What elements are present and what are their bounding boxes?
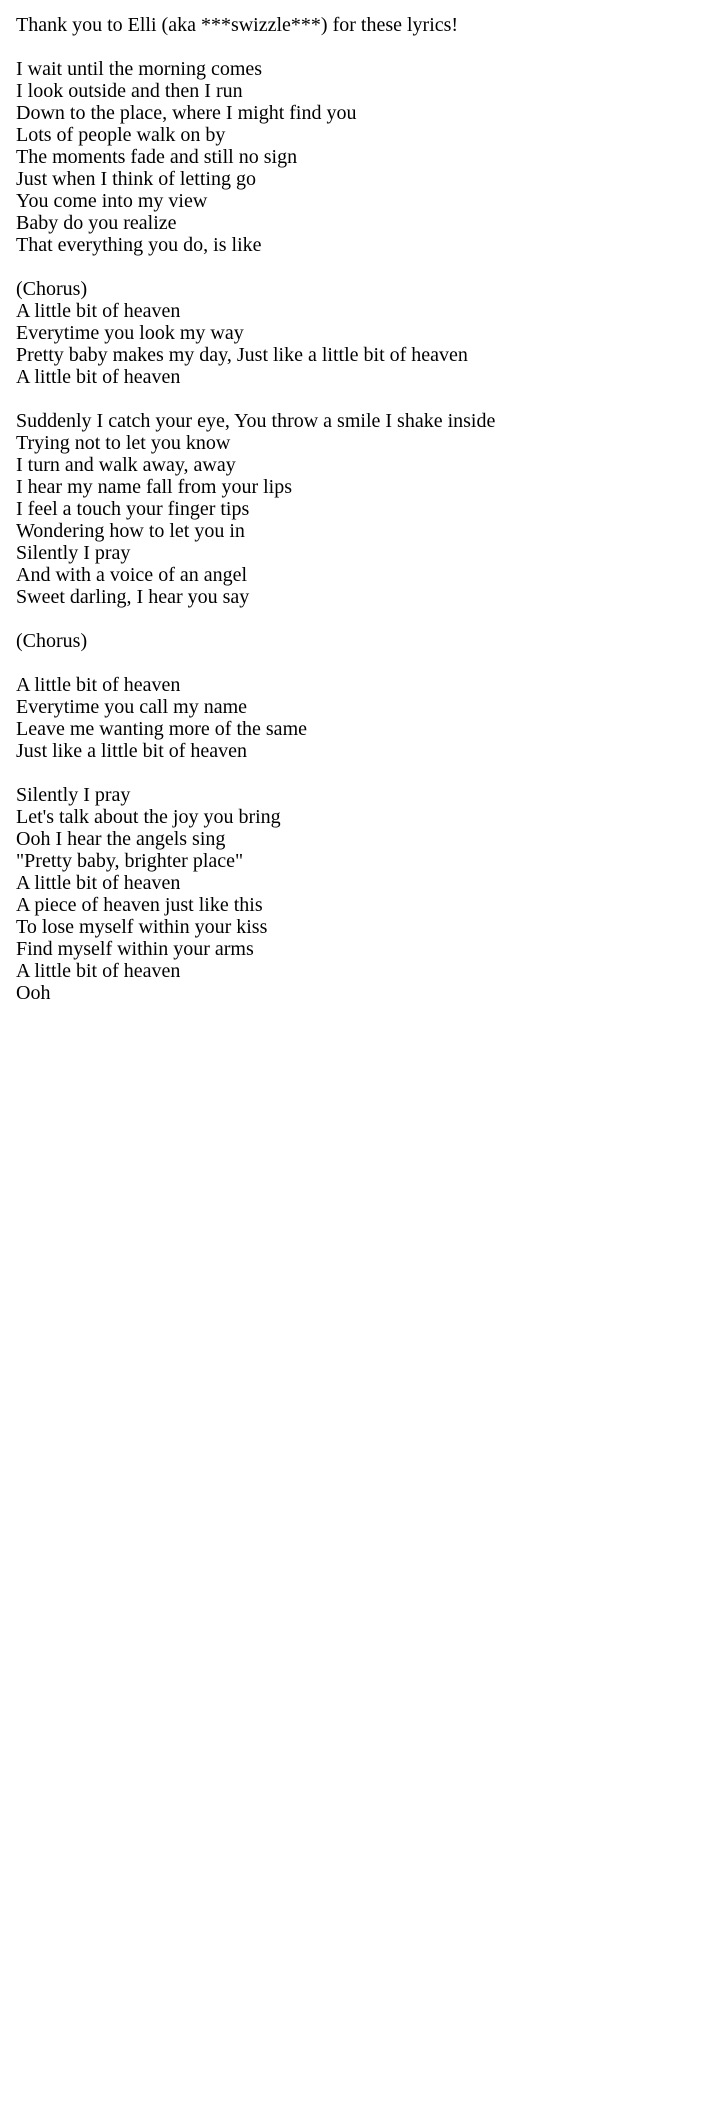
- lyric-line: A piece of heaven just like this: [16, 894, 263, 916]
- lyric-line: I hear my name fall from your lips: [16, 476, 293, 498]
- lyric-line: Sweet darling, I hear you say: [16, 586, 250, 608]
- stanza-gap: [16, 762, 696, 784]
- credit-line: Thank you to Elli (aka ***swizzle***) for these lyrics!: [16, 14, 459, 36]
- stanza-gap: [16, 256, 696, 278]
- lyric-line: I wait until the morning comes: [16, 58, 263, 80]
- lyric-line: "Pretty baby, brighter place": [16, 850, 244, 872]
- lyric-line: I turn and walk away, away: [16, 454, 236, 476]
- outro: [16, 784, 696, 1004]
- lyric-line: To lose myself within your kiss: [16, 916, 268, 938]
- chorus-label: (Chorus): [16, 278, 88, 300]
- lyric-line: Pretty baby makes my day, Just like a little bit of heaven: [16, 344, 468, 366]
- lyric-line: A little bit of heaven: [16, 674, 181, 696]
- chorus-1: [16, 278, 696, 388]
- chorus-label: (Chorus): [16, 630, 88, 652]
- lyrics-page: [16, 14, 696, 1004]
- lyric-line: That everything you do, is like: [16, 234, 262, 256]
- lyric-line: Lots of people walk on by: [16, 124, 226, 146]
- lyric-line: You come into my view: [16, 190, 208, 212]
- lyric-line: Just when I think of letting go: [16, 168, 256, 190]
- lyric-line: A little bit of heaven: [16, 366, 181, 388]
- stanza-gap: [16, 36, 696, 58]
- lyric-line: Everytime you call my name: [16, 696, 248, 718]
- lyric-line: Let's talk about the joy you bring: [16, 806, 281, 828]
- lyric-line: Just like a little bit of heaven: [16, 740, 248, 762]
- verse-1: [16, 58, 696, 256]
- lyric-line: I feel a touch your finger tips: [16, 498, 250, 520]
- lyric-line: Down to the place, where I might find you: [16, 102, 357, 124]
- lyric-line: A little bit of heaven: [16, 960, 181, 982]
- lyric-line: A little bit of heaven: [16, 872, 181, 894]
- lyric-line: Find myself within your arms: [16, 938, 254, 960]
- lyric-line: Baby do you realize: [16, 212, 177, 234]
- lyric-line: A little bit of heaven: [16, 300, 181, 322]
- lyric-line: Silently I pray: [16, 784, 131, 806]
- stanza-gap: [16, 652, 696, 674]
- lyric-line: Trying not to let you know: [16, 432, 231, 454]
- lyric-line: Ooh I hear the angels sing: [16, 828, 226, 850]
- lyric-line: Leave me wanting more of the same: [16, 718, 307, 740]
- verse-2: [16, 410, 696, 608]
- lyric-line: Silently I pray: [16, 542, 131, 564]
- lyric-line: The moments fade and still no sign: [16, 146, 298, 168]
- lyric-line: And with a voice of an angel: [16, 564, 248, 586]
- chorus-2: [16, 674, 696, 762]
- stanza-gap: [16, 388, 696, 410]
- lyric-line: I look outside and then I run: [16, 80, 243, 102]
- lyric-line: Ooh: [16, 982, 51, 1004]
- lyric-line: Everytime you look my way: [16, 322, 244, 344]
- lyric-line: Suddenly I catch your eye, You throw a smile I shake inside: [16, 410, 496, 432]
- stanza-gap: [16, 608, 696, 630]
- lyric-line: Wondering how to let you in: [16, 520, 245, 542]
